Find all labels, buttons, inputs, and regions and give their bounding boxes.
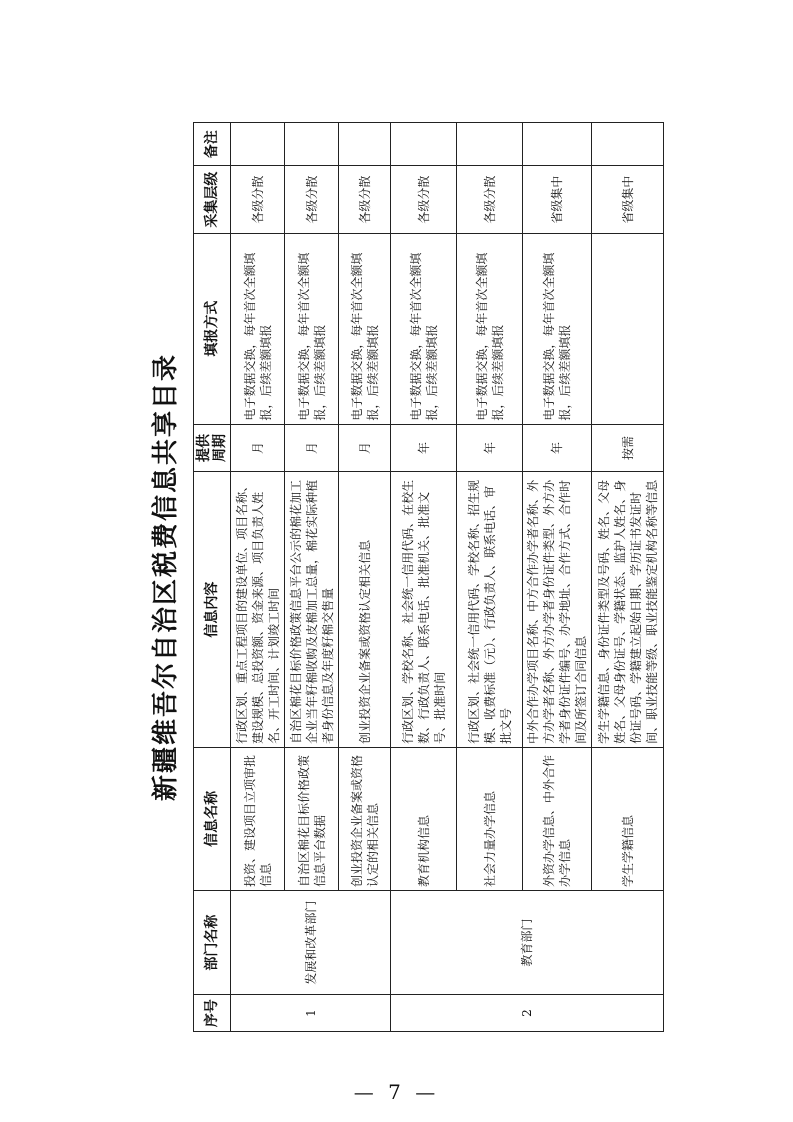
method-cell: 电子数据交换，每年首次全额填报，后续差额填报	[285, 233, 339, 424]
remark-cell	[391, 123, 457, 166]
info-name-cell: 投资、建设项目立项审批信息	[231, 747, 285, 890]
header-content: 信息内容	[194, 472, 231, 748]
info-name-cell: 教育机构信息	[391, 747, 457, 890]
level-cell: 各级分散	[457, 166, 523, 233]
remark-cell	[285, 123, 339, 166]
content-cell: 行政区划、重点工程项目的建设单位、项目名称、建设规模、总投资额、资金来源、项目负责人姓名、开工时间、计划竣工时间	[231, 472, 285, 748]
header-dept: 部门名称	[194, 891, 231, 995]
method-cell: 电子数据交换，每年首次全额填报，后续差额填报	[391, 233, 457, 424]
header-method: 填报方式	[194, 233, 231, 424]
info-sharing-table	[193, 122, 664, 1032]
remark-cell	[231, 123, 285, 166]
content-cell: 行政区划、学校名称、社会统一信用代码、在校生数、行政负责人、联系电话、批准机关、批准文号、批准时间	[391, 472, 457, 748]
method-cell: 电子数据交换，每年首次全额填报，后续差额填报	[523, 233, 592, 424]
dept-cell: 教育部门	[391, 891, 664, 995]
remark-cell	[592, 123, 664, 166]
page-title: 新疆维吾尔自治区税费信息共享目录	[151, 353, 181, 802]
content-cell: 自治区棉花目标价格政策信息平台公示的棉花加工企业当年籽棉收购及皮棉加工总量，棉花实际种植者身份信息及年度籽棉交售量	[285, 472, 339, 748]
level-cell: 省级集中	[523, 166, 592, 233]
info-name-cell: 外资办学信息、中外合作办学信息	[523, 747, 592, 890]
content-cell: 行政区划、社会统一信用代码、学校名称、招生规模、收费标准（元）、行政负责人、联系电话、审批文号	[457, 472, 523, 748]
info-name-cell: 学生学籍信息	[592, 747, 664, 890]
info-name-cell: 自治区棉花目标价格政策信息平台数据	[285, 747, 339, 890]
seq-cell: 2	[391, 995, 664, 1032]
method-cell: 电子数据交换，每年首次全额填报，后续差额填报	[231, 233, 285, 424]
level-cell: 各级分散	[339, 166, 391, 233]
period-cell: 月	[231, 424, 285, 472]
info-name-cell: 社会力量办学信息	[457, 747, 523, 890]
level-cell: 各级分散	[231, 166, 285, 233]
period-cell: 月	[339, 424, 391, 472]
table-header-row	[194, 123, 231, 1032]
remark-cell	[457, 123, 523, 166]
period-cell: 年	[391, 424, 457, 472]
period-cell: 年	[523, 424, 592, 472]
remark-cell	[523, 123, 592, 166]
content-cell: 学生学籍信息、身份证件类型及号码、姓名、父母姓名、父母身份证号、学籍状态、监护人姓名、身份证号码、学籍建立起始日期、学历证书发证时间、职业技能等级、职业技能鉴定机构名称等信息	[592, 472, 664, 748]
period-cell: 年	[457, 424, 523, 472]
method-cell: 电子数据交换，每年首次全额填报，后续差额填报	[457, 233, 523, 424]
period-cell: 月	[285, 424, 339, 472]
seq-cell: 1	[231, 995, 391, 1032]
header-level: 采集层级	[194, 166, 231, 233]
header-remark: 备注	[194, 123, 231, 166]
level-cell: 各级分散	[285, 166, 339, 233]
method-cell	[592, 233, 664, 424]
page-number: — 7 —	[353, 1080, 440, 1104]
header-info-name: 信息名称	[194, 747, 231, 890]
method-cell: 电子数据交换，每年首次全额填报，后续差额填报	[339, 233, 391, 424]
header-period: 提供周期	[194, 424, 231, 472]
level-cell: 省级集中	[592, 166, 664, 233]
content-cell: 中外合作办学项目名称、中方合作办学者名称、外方办学者名称、外方办学者身份证件类型、外方办学者身份证件编号、办学地址、合作方式、合作时间及所签订合同信息	[523, 472, 592, 748]
level-cell: 各级分散	[391, 166, 457, 233]
table-row	[391, 123, 457, 1032]
dept-cell: 发展和改革部门	[231, 891, 391, 995]
table-row	[231, 123, 285, 1032]
header-seq: 序号	[194, 995, 231, 1032]
period-cell: 按需	[592, 424, 664, 472]
remark-cell	[339, 123, 391, 166]
info-name-cell: 创业投资企业备案或资格认定的相关信息	[339, 747, 391, 890]
content-cell: 创业投资企业备案或资格认定相关信息	[339, 472, 391, 748]
rotated-content	[145, 122, 695, 1032]
